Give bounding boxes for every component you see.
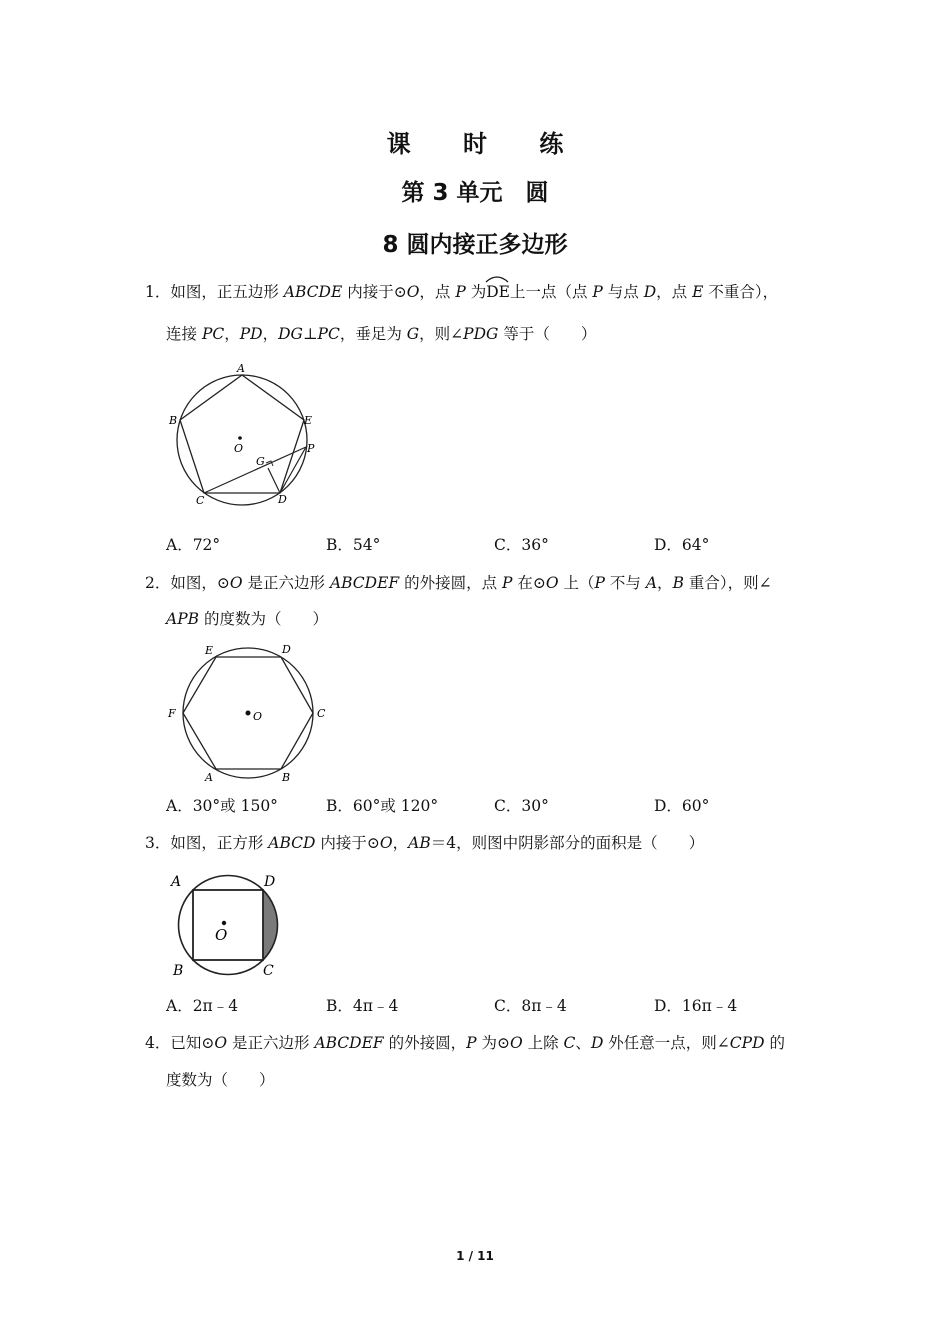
q2-label-f: F <box>168 707 176 720</box>
q1-option-a[interactable]: A．72° <box>166 536 221 554</box>
q3-label-c: C <box>263 963 274 979</box>
q1-text-line2: 连接 PC，PD，DG⊥PC，垂足为 G，则∠PDG 等于（ ） <box>166 325 597 343</box>
q2-label-o: O <box>253 710 263 723</box>
q3-square-figure <box>163 870 288 982</box>
q2-option-a[interactable]: A．30°或 150° <box>166 797 278 815</box>
q4-text-line2: 度数为（ ） <box>166 1071 275 1089</box>
q3-label-d: D <box>264 874 276 890</box>
q3-option-a[interactable]: A．2π﹣4 <box>166 997 239 1015</box>
q3-option-d[interactable]: D．16π﹣4 <box>654 997 738 1015</box>
q1-label-c: C <box>196 494 205 507</box>
q1-label-a: A <box>237 362 245 375</box>
q1-center-dot <box>238 436 242 440</box>
q3-square <box>193 890 263 960</box>
q3-option-c[interactable]: C．8π﹣4 <box>494 997 567 1015</box>
q2-option-c[interactable]: C．30° <box>494 797 549 815</box>
q2-text-line2: APB 的度数为（ ） <box>166 610 328 628</box>
q2-center-dot <box>246 711 251 716</box>
page-number: 1 / 11 <box>456 1249 494 1263</box>
q1-text-line1: 1．如图，正五边形 ABCDE 内接于⊙O，点 P 为 DE上一点（点 P 与点 D，点 E 不重合）， <box>145 282 778 302</box>
q1-line-dg <box>268 468 280 493</box>
q2-label-c: C <box>317 707 326 720</box>
q1-label-g: G <box>256 455 265 468</box>
q1-label-o: O <box>234 442 244 455</box>
q3-center-dot <box>222 921 226 925</box>
q1-label-p: P <box>307 442 315 455</box>
q1-option-d[interactable]: D．64° <box>654 536 710 554</box>
q2-label-a: A <box>205 771 213 784</box>
q1-label-d: D <box>278 493 287 506</box>
q4-text-line1: 4．已知⊙O 是正六边形 ABCDEF 的外接圆，P 为⊙O 上除 C、D 外任意一点，则∠CPD 的 <box>145 1034 785 1052</box>
q2-option-d[interactable]: D．60° <box>654 797 710 815</box>
q2-hexagon-figure <box>162 638 337 790</box>
q3-label-b: B <box>173 963 184 979</box>
q2-text-line1: 2．如图，⊙O 是正六边形 ABCDEF 的外接圆，点 P 在⊙O 上（P 不与 A，B 重合），则∠ <box>145 574 772 592</box>
lesson-title: 8 圆内接正多边形 <box>382 232 568 258</box>
q1-pentagon-figure <box>160 358 335 508</box>
q1-label-e: E <box>304 414 313 427</box>
q3-option-b[interactable]: B．4π﹣4 <box>326 997 399 1015</box>
q2-label-d: D <box>282 643 291 656</box>
q2-option-b[interactable]: B．60°或 120° <box>326 797 439 815</box>
q3-label-o: O <box>215 926 228 944</box>
q1-label-b: B <box>169 414 178 427</box>
q3-label-a: A <box>171 874 182 890</box>
q1-circle <box>177 375 307 505</box>
q2-label-e: E <box>205 644 214 657</box>
q1-line-pc <box>204 447 306 493</box>
unit-title: 第 3 单元 圆 <box>401 180 549 206</box>
q1-option-b[interactable]: B．54° <box>326 536 381 554</box>
q1-option-c[interactable]: C．36° <box>494 536 549 554</box>
q3-text-line1: 3．如图，正方形 ABCD 内接于⊙O，AB＝4，则图中阴影部分的面积是（ ） <box>145 834 705 852</box>
arc-de: DE <box>486 282 510 302</box>
q2-label-b: B <box>282 771 291 784</box>
page-title: 课 时 练 <box>386 130 586 158</box>
